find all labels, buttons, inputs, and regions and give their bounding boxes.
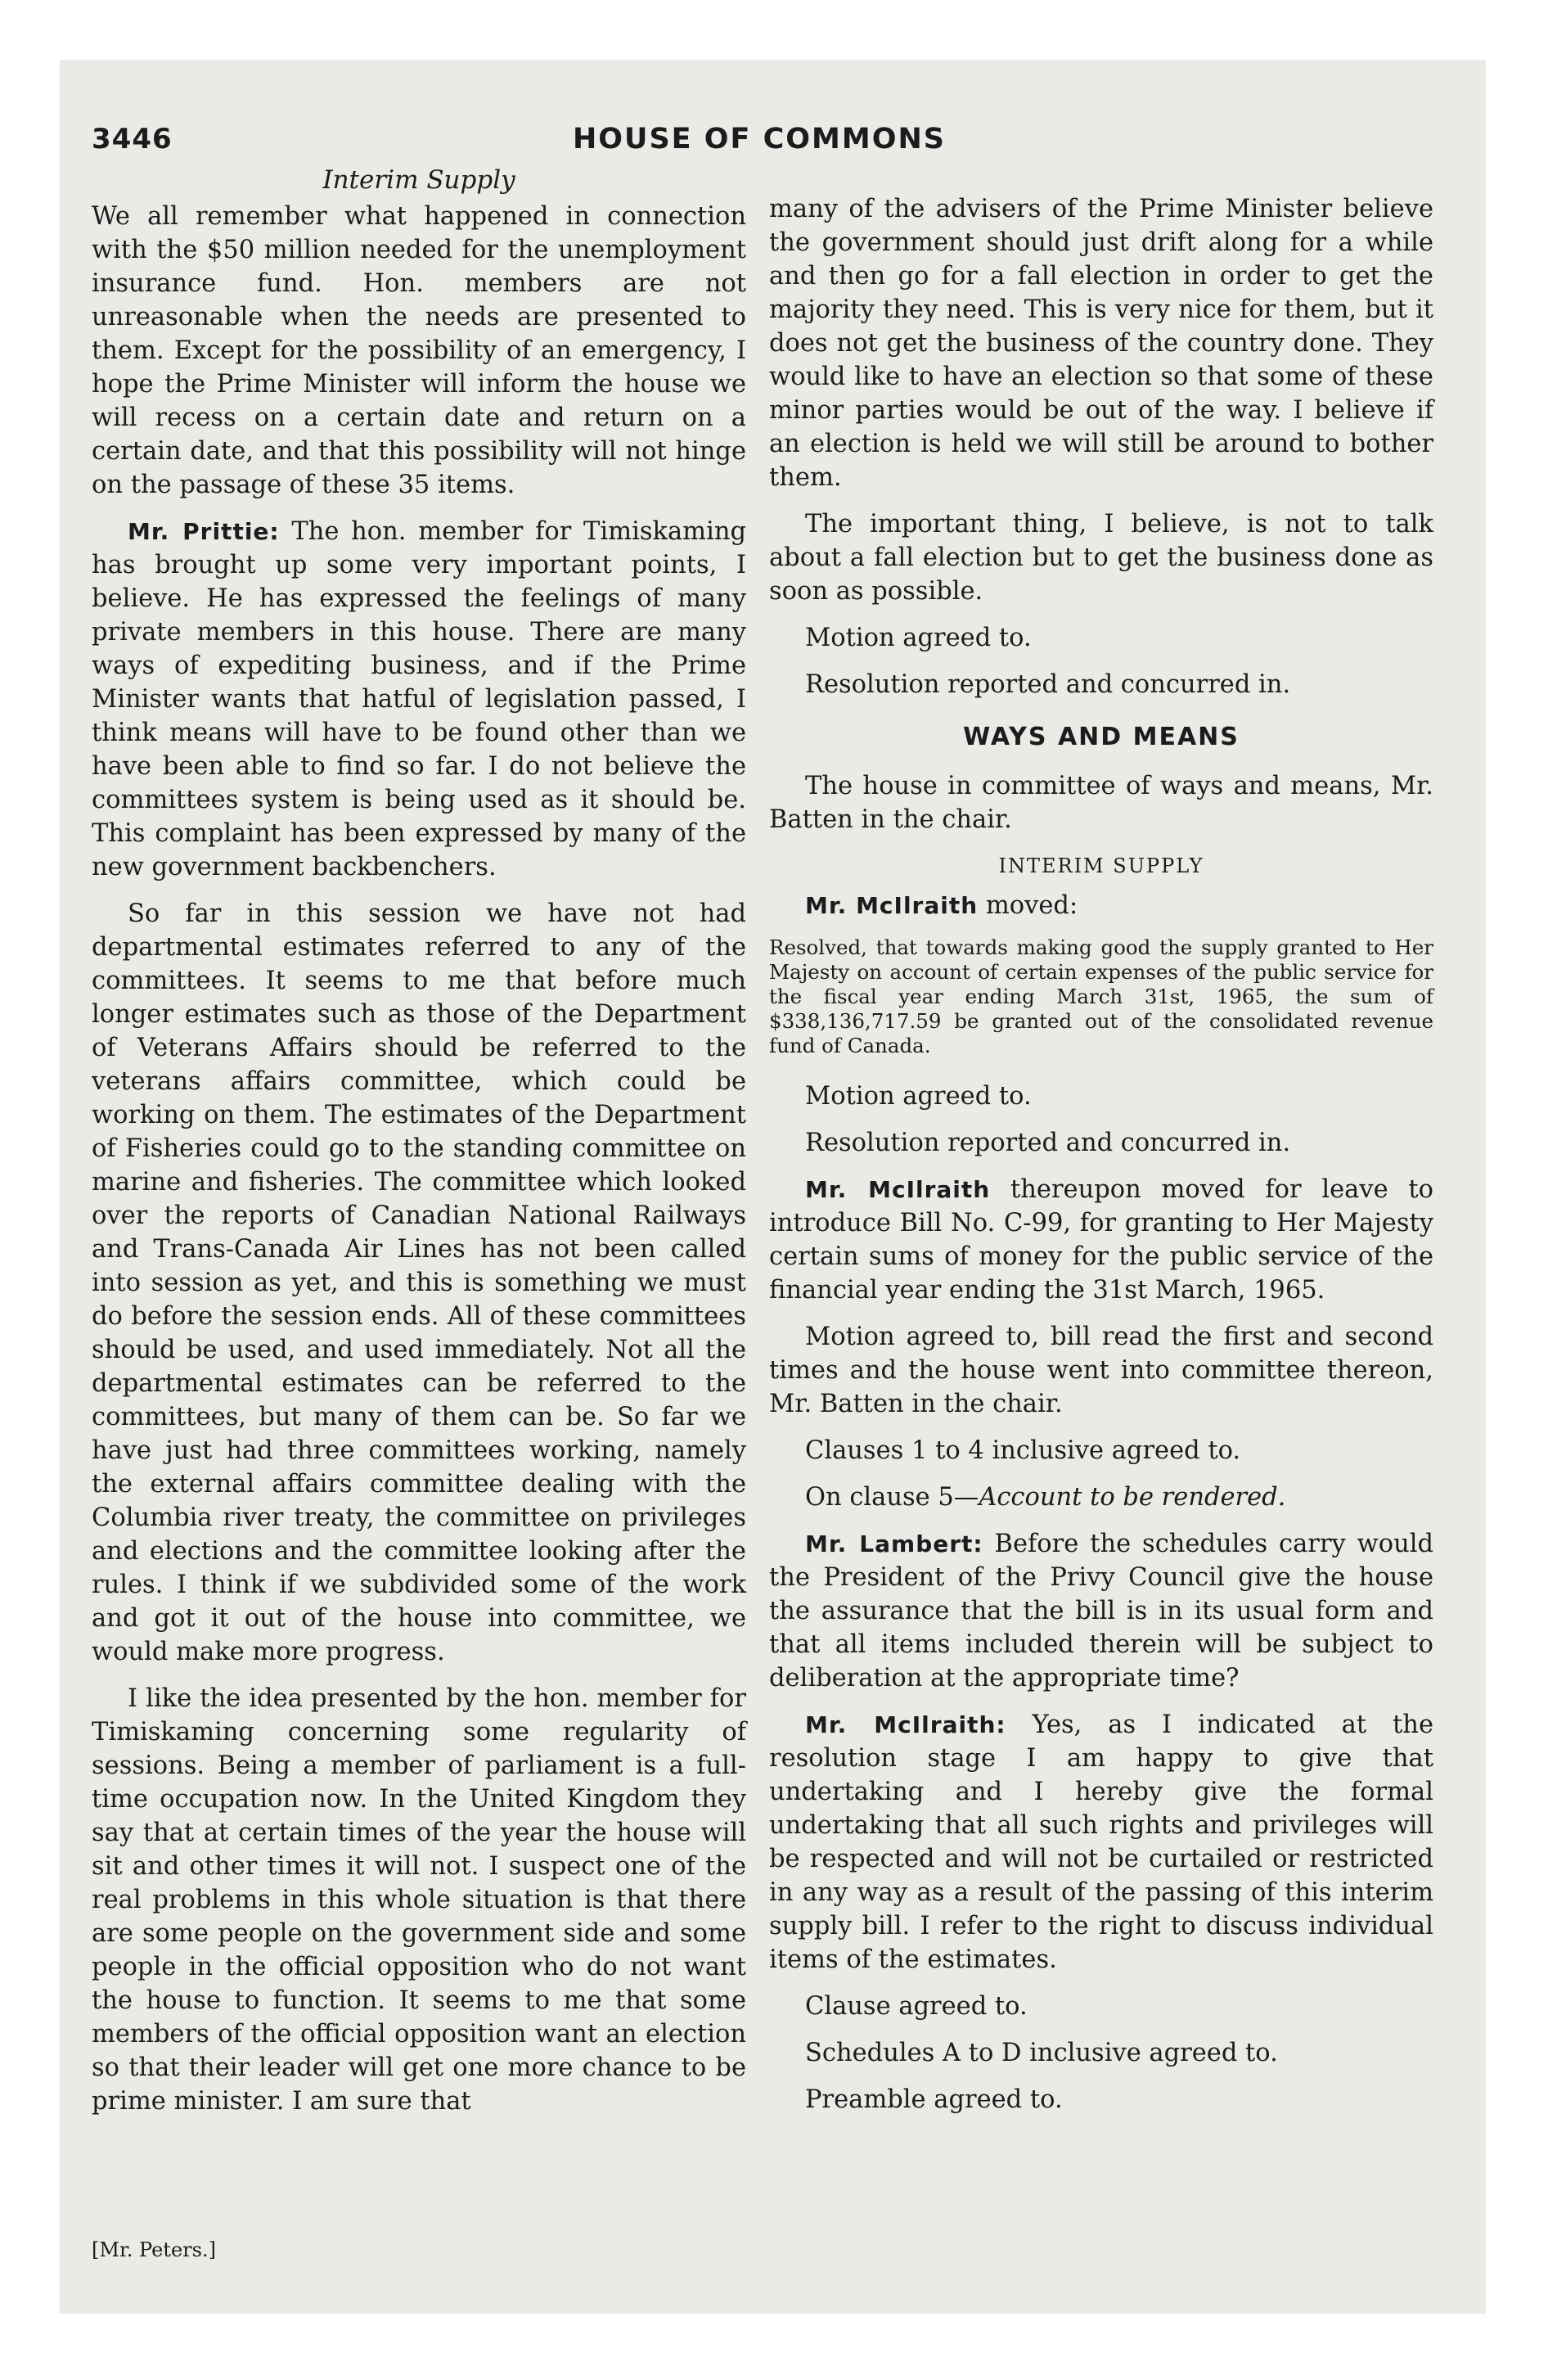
committee-line: The house in committee of ways and means, Mr. Batten in the chair. <box>769 772 1433 834</box>
motion-line: Motion agreed to. <box>805 1082 1032 1111</box>
clauses-line: Clauses 1 to 4 inclusive agreed to. <box>805 1436 1241 1465</box>
section-title: Interim Supply <box>322 165 515 195</box>
interim-supply-heading: INTERIM SUPPLY <box>998 854 1204 877</box>
preamble-line: Preamble agreed to. <box>805 2085 1063 2114</box>
paragraph: The important thing, I believe, is not to talk about a fall election but to get the business done as soon as possible. <box>769 510 1433 606</box>
right-column <box>769 192 1433 2130</box>
paragraph: We all remember what happened in connection with the $50 million needed for the unemployment insurance fund. Hon. members are not unreasonable when the needs are presented to them. Except for the possibility of an emergency, I hope the Prime Minister will inform the house we will recess on a certain date and return on a certain date, and that this possibility will not hinge on the passage of these 35 items. <box>92 202 746 499</box>
speech-text: thereupon moved for leave to introduce Bill No. C-99, for granting to Her Majesty certain sums of money for the public service of the financial year ending the 31st March, 1965. <box>769 1175 1433 1305</box>
resolution-line: Resolution reported and concurred in. <box>805 1129 1291 1157</box>
speaker-name: Mr. McIlraith <box>805 1176 991 1203</box>
motion-line: Motion agreed to, bill read the first and second times and the house went into committee thereon, Mr. Batten in the chair. <box>769 1323 1433 1418</box>
moved-line <box>769 889 1433 922</box>
speech-text: Yes, as I indicated at the resolution stage I am happy to give that undertaking and I hereby give the formal undertaking that all such rights and privileges will be respected and will not be curtailed or restricted in any way as a result of the passing of this interim supply bill. I refer to the right to discuss individual items of the estimates. <box>769 1711 1433 1974</box>
speech-text: The hon. member for Timiskaming has brought up some very important points, I believe. He has expressed the feelings of many private members in this house. There are many ways of expediting business, and if the Prime Minister wants that hatful of legislation passed, I think means will have to be found other than we have been able to find so far. I do not believe the committees system is being used as it should be. This complaint has been expressed by many of the new government backbenchers. <box>92 517 746 881</box>
resolution-line: Resolution reported and concurred in. <box>805 670 1291 699</box>
paragraph: I like the idea presented by the hon. member for Timiskaming concerning some regularity of sessions. Being a member of parliament is a full-time occupation now. In the United Kingdom they say that at certain times of the year the house will sit and other times it will not. I suspect one of the real problems in this whole situation is that there are some people on the government side and some people in the official opposition who do not want the house to function. It seems to me that some members of the official opposition want an election so that their leader will get one more chance to be prime minister. I am sure that <box>92 1684 746 2116</box>
clause-prefix: On clause 5— <box>805 1483 979 1512</box>
page-title: HOUSE OF COMMONS <box>573 123 946 156</box>
clause-title: Account to be rendered. <box>979 1483 1286 1512</box>
moved-text: moved: <box>978 891 1078 920</box>
speech-paragraph <box>769 1173 1433 1307</box>
paragraph: many of the advisers of the Prime Minister believe the government should just drift along for a while and then go for a fall election in order to get the majority they need. This is very nice for them, but it does not get the business of the country done. They would like to have an election so that some of these minor parties would be out of the way. I believe if an election is held we will still be around to bother them. <box>769 195 1433 492</box>
page-number: 3446 <box>92 123 173 156</box>
ways-and-means-heading: WAYS AND MEANS <box>963 723 1240 751</box>
motion-line: Motion agreed to. <box>805 624 1032 652</box>
clause-agreed-line: Clause agreed to. <box>805 1992 1028 2021</box>
speaker-name: Mr. Lambert: <box>805 1530 983 1557</box>
speech-text: Before the schedules carry would the President of the Privy Council give the house the assurance that the bill is in its usual form and that all items included therein will be subject to deliberation at the appropriate time? <box>769 1530 1433 1693</box>
speaker-footer: [Mr. Peters.] <box>92 2238 216 2261</box>
speech-paragraph <box>769 1708 1433 1977</box>
left-column <box>92 164 746 2131</box>
speaker-name: Mr. Prittie: <box>128 518 280 545</box>
schedules-line: Schedules A to D inclusive agreed to. <box>805 2039 1278 2067</box>
speech-paragraph <box>769 1527 1433 1695</box>
clause-5-line <box>769 1481 1433 1514</box>
speaker-name: Mr. McIlraith <box>805 892 979 919</box>
paragraph: So far in this session we have not had departmental estimates referred to any of the committees. It seems to me that before much longer estimates such as those of the Department of Veterans Affairs should be referred to the veterans affairs committee, which could be working on them. The estimates of the Department of Fisheries could go to the standing committee on marine and fisheries. The committee which looked over the reports of Canadian National Railways and Trans-Canada Air Lines has not been called into session as yet, and this is something we must do before the session ends. All of these committees should be used, and used immediately. Not all the departmental estimates can be referred to the committees, but many of them can be. So far we have just had three committees working, namely the external affairs committee dealing with the Columbia river treaty, the committee on privileges and elections and the committee looking after the rules. I think if we subdivided some of the work and got it out of the house into committee, we would make more progress. <box>92 899 746 1666</box>
resolution-text: Resolved, that towards making good the supply granted to Her Majesty on account of certain expenses of the public service for the fiscal year ending March 31st, 1965, the sum of $338,136,717.59 be granted out of the consolidated revenue fund of Canada. <box>769 935 1433 1057</box>
speech-paragraph <box>92 515 746 884</box>
speaker-name: Mr. McIlraith: <box>805 1711 1006 1738</box>
